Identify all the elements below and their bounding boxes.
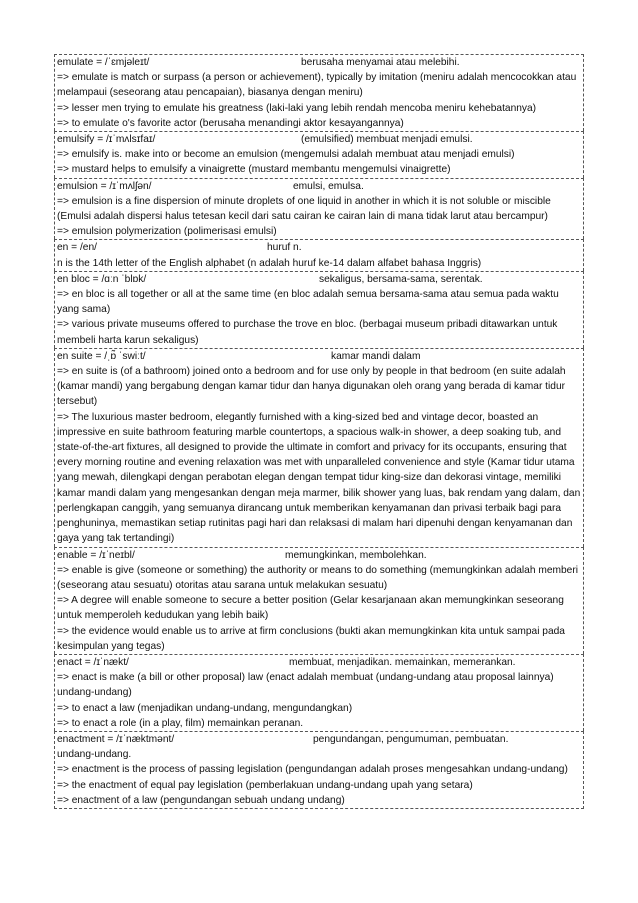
entry-line: n is the 14th letter of the English alphabet (n adalah huruf ke-14 dalam alfabet bahasa Inggris)	[57, 257, 482, 269]
entry-emulate	[54, 54, 584, 131]
entry-translation: sekaligus, bersama-sama, serentak.	[319, 273, 483, 285]
entry-headword: emulsion = /ɪˈmʌlʃən/	[57, 180, 152, 192]
entry-line: => A degree will enable someone to secure a better position (Gelar kesarjanaan akan memungkinkan seseorang untuk memperoleh kedudukan yang lebih baik)	[57, 595, 564, 622]
entry-line: => to emulate o's favorite actor (berusaha menandingi aktor kesayangannya)	[57, 117, 404, 129]
entry-line: undang-undang.	[57, 749, 132, 761]
entry-line: => enable is give (someone or something) the authority or means to do something (memungkinkan adalah memberi (seseorang atau sesuatu) otoritas atau sarana untuk melakukan sesuatu)	[57, 564, 578, 591]
entry-translation: emulsi, emulsa.	[293, 180, 364, 192]
entry-line: => the enactment of equal pay legislation (pemberlakuan undang-undang upah yang setara)	[57, 779, 473, 791]
entry-headword: enable = /ɪˈneɪbl/	[57, 549, 135, 561]
entry-line: => emulate is match or surpass (a person or achievement), typically by imitation (meniru adalah mencocokkan atau melampaui (seseorang atau pencapaian), biasanya dengan meniru)	[57, 72, 577, 99]
entry-en	[54, 239, 584, 270]
entry-line: => enact is make (a bill or other proposal) law (enact adalah membuat (undang-undang atau proposal lainnya) undang-undang)	[57, 672, 554, 699]
entry-line: => emulsion is a fine dispersion of minute droplets of one liquid in another in which it is not soluble or miscible (Emulsi adalah dispersi halus tetesan kecil dari satu cairan ke cairan lain di mana tidak larut atau bercampur)	[57, 195, 551, 223]
entry-headword: emulate = /ˈɛmjəleɪt/	[57, 57, 150, 68]
entry-headword: emulsify = /ɪˈmʌlsɪfaɪ/	[57, 134, 156, 146]
entry-line: => enactment is the process of passing legislation (pengundangan adalah proses mengesahkan undang-undang)	[57, 764, 568, 776]
entry-line: => enactment of a law (pengundangan sebuah undang undang)	[57, 794, 345, 806]
entry-line: => en suite is (of a bathroom) joined onto a bedroom and for use only by people in that bedroom (en suite adalah (kamar mandi) yang bergabung dengan kamar tidur dan hanya digunakan oleh orang yang berada di kamar tidur tersebut)	[57, 366, 566, 408]
entry-line: => the evidence would enable us to arrive at firm conclusions (bukti akan memungkinkan kita untuk sampai pada kesimpulan yang tegas)	[57, 625, 565, 652]
entry-headword: en suite = /ˌɒ̃ ˈswiːt/	[57, 350, 146, 362]
entry-translation: membuat, menjadikan. memainkan, memerankan.	[289, 656, 516, 668]
entry-line: => The luxurious master bedroom, elegantly furnished with a king-sized bed and vintage decor, boasted an impressive en suite bathroom featuring marble countertops, a spacious walk-in shower, a deep soaking tub, and state-of-the-art fixtures, all designed to provide the ultimate in comfort and privacy for its occupants, ensuring that every morning routine and evening relaxation was met with unparalleled convenience and style (Kamar tidur utama yang mewah, dilengkapi dengan perabotan elegan dengan tempat tidur king-size dan dekorasi vintage, memiliki kamar mandi dalam yang mengesankan dengan meja marmer, bilik shower yang luas, bak rendam yang dalam, dan perlengkapan canggih, yang semuanya dirancang untuk memberikan kenyamanan dan privasi terbaik bagi para penghuninya, memastikan setiap rutinitas pagi hari dan relaksasi di malam hari dipenuhi dengan kenyamanan dan gaya yang tak tertandingi)	[57, 411, 581, 545]
entry-emulsify	[54, 131, 584, 178]
entry-line: => mustard helps to emulsify a vinaigrette (mustard membantu mengemulsi vinaigrette)	[57, 164, 451, 176]
entry-enactment	[54, 731, 584, 809]
entry-line: => emulsion polymerization (polimerisasi emulsi)	[57, 226, 277, 238]
entry-line: => various private museums offered to purchase the trove en bloc. (berbagai museum pribadi ditawarkan untuk membeli harta karun sekaligus)	[57, 319, 558, 346]
entry-headword: enact = /ɪˈnækt/	[57, 656, 129, 668]
entry-line: => to enact a role (in a play, film) memainkan peranan.	[57, 717, 304, 729]
entry-emulsion	[54, 178, 584, 240]
entry-translation: berusaha menyamai atau melebihi.	[301, 57, 460, 68]
entry-translation: pengundangan, pengumuman, pembuatan.	[313, 733, 509, 745]
entry-enable	[54, 547, 584, 654]
entry-translation: (emulsified) membuat menjadi emulsi.	[301, 134, 473, 146]
entry-enact	[54, 654, 584, 731]
entry-translation: huruf n.	[267, 242, 302, 254]
entry-line: => to enact a law (menjadikan undang-undang, mengundangkan)	[57, 702, 353, 714]
entry-translation: kamar mandi dalam	[331, 350, 421, 362]
entry-line: => emulsify is. make into or become an emulsion (mengemulsi adalah membuat atau menjadi emulsi)	[57, 149, 515, 161]
entry-line: => lesser men trying to emulate his greatness (laki-laki yang lebih rendah mencoba meniru kehebatannya)	[57, 102, 537, 114]
entry-en-bloc	[54, 271, 584, 348]
entry-translation: memungkinkan, membolehkan.	[285, 549, 427, 561]
entry-headword: en = /en/	[57, 242, 97, 254]
entry-headword: en bloc = /ɑːn ˈblɒk/	[57, 273, 147, 285]
dictionary-page	[54, 54, 584, 809]
entry-headword: enactment = /ɪˈnæktmənt/	[57, 733, 175, 745]
entry-line: => en bloc is all together or all at the same time (en bloc adalah semua bersama-sama atau semua pada waktu yang sama)	[57, 289, 559, 316]
entry-en-suite	[54, 348, 584, 547]
